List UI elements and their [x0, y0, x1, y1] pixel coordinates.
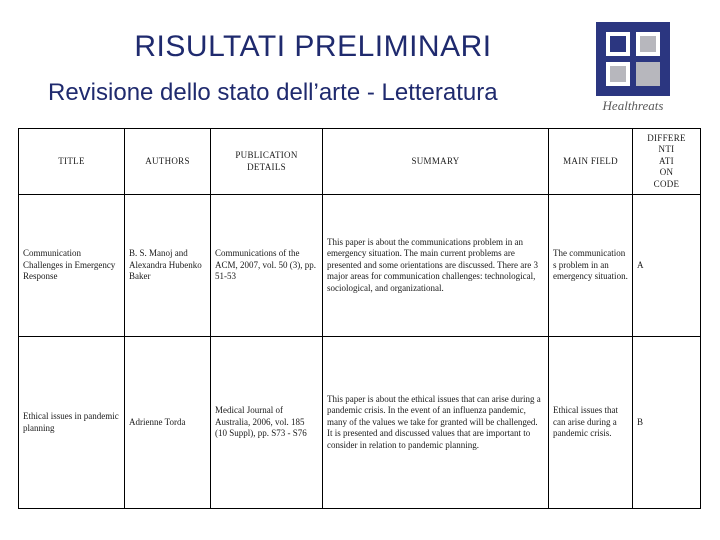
cell-summary: This paper is about the ethical issues that can arise during a pandemic crisis. In the event of an influenza pandemic, many of the values we take for granted will be challenged. It is presented and discussed values that are important to consider in relation to pandemic planning. — [323, 337, 549, 509]
cell-publication: Communications of the ACM, 2007, vol. 50 (3), pp. 51-53 — [211, 195, 323, 337]
healthreats-logo — [596, 22, 670, 112]
table-row — [19, 195, 701, 337]
column-header-code: DIFFERE NTI ATI ON CODE — [633, 129, 701, 195]
cell-authors: Adrienne Torda — [125, 337, 211, 509]
table-header-row — [19, 129, 701, 195]
cell-publication: Medical Journal of Australia, 2006, vol. 185 (10 Suppl), pp. S73 - S76 — [211, 337, 323, 509]
table-row — [19, 337, 701, 509]
cell-main-field: Ethical issues that can arise during a pandemic crisis. — [549, 337, 633, 509]
cell-authors: B. S. Manoj and Alexandra Hubenko Baker — [125, 195, 211, 337]
slide-title: RISULTATI PRELIMINARI — [134, 30, 492, 63]
column-header-publication: PUBLICATION DETAILS — [211, 129, 323, 195]
logo-text: Healthreats — [602, 98, 664, 113]
column-header-title: TITLE — [19, 129, 125, 195]
column-header-main-field: MAIN FIELD — [549, 129, 633, 195]
literature-table — [18, 128, 701, 509]
cell-summary: This paper is about the communications problem in an emergency situation. The main current problems are presented and some orientations are discussed. There are 3 major areas for communication challenges: technological, sociological, and organizational. — [323, 195, 549, 337]
cell-code: A — [633, 195, 701, 337]
cell-code: B — [633, 337, 701, 509]
cell-title: Ethical issues in pandemic planning — [19, 337, 125, 509]
column-header-summary: SUMMARY — [323, 129, 549, 195]
column-header-authors: AUTHORS — [125, 129, 211, 195]
logo-mark-icon — [596, 22, 670, 96]
cell-title: Communication Challenges in Emergency Response — [19, 195, 125, 337]
slide-subtitle: Revisione dello stato dell’arte - Letteratura — [48, 79, 498, 106]
cell-main-field: The communication s problem in an emergency situation. — [549, 195, 633, 337]
